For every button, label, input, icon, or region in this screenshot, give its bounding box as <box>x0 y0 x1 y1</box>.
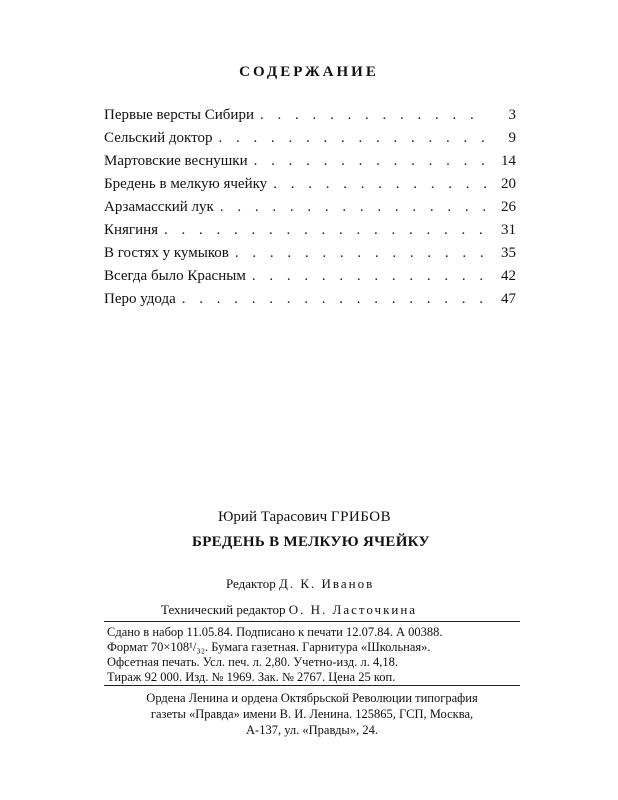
toc-entry-title: В гостях у кумыков <box>104 245 229 261</box>
toc-entry[interactable] <box>104 104 516 127</box>
toc-entry[interactable] <box>104 265 516 288</box>
toc-entry-page: 26 <box>501 199 516 215</box>
imprint-line: Формат 70×108¹/₃₂. Бумага газетная. Гарнитура «Школьная». <box>107 640 431 654</box>
printer-block <box>104 690 520 738</box>
toc-entry-title: Мартовские веснушки <box>104 153 248 169</box>
toc-entry[interactable] <box>104 288 516 311</box>
editor-label: Редактор <box>226 576 276 591</box>
dot-leader <box>254 150 486 173</box>
toc-entry[interactable] <box>104 127 516 150</box>
editor-line <box>226 576 374 592</box>
toc-entry-title: Перо удода <box>104 291 176 307</box>
toc-entry[interactable] <box>104 173 516 196</box>
toc-entry-page: 47 <box>501 291 516 307</box>
toc-entry[interactable] <box>104 150 516 173</box>
author-name: Юрий Тарасович <box>218 509 328 525</box>
toc-entry-page: 14 <box>501 153 516 169</box>
divider-top <box>104 621 520 622</box>
toc-entry-title: Арзамасский лук <box>104 199 214 215</box>
dot-leader <box>182 288 486 311</box>
dot-leader <box>220 196 486 219</box>
tech-editor-name: О. Н. Ласточкина <box>288 602 418 617</box>
imprint-line: Сдано в набор 11.05.84. Подписано к печати 12.07.84. А 00388. <box>107 625 443 639</box>
table-of-contents <box>104 104 516 311</box>
toc-entry-page: 42 <box>501 268 516 284</box>
toc-title: СОДЕРЖАНИЕ <box>239 64 379 80</box>
printer-line: Ордена Ленина и ордена Октябрьской Революции типография <box>146 691 478 705</box>
toc-entry[interactable] <box>104 242 516 265</box>
toc-entry-page: 3 <box>508 107 516 123</box>
imprint-line: Тираж 92 000. Изд. № 1969. Зак. № 2767. Цена 25 коп. <box>107 670 396 684</box>
author-surname: ГРИБОВ <box>330 509 392 525</box>
editor-name: Д. К. Иванов <box>278 576 375 591</box>
toc-entry-title: Сельский доктор <box>104 130 213 146</box>
dot-leader <box>252 265 486 288</box>
book-title: БРЕДЕНЬ В МЕЛКУЮ ЯЧЕЙКУ <box>192 534 430 550</box>
toc-entry-page: 31 <box>501 222 516 238</box>
toc-entry-title: Бредень в мелкую ячейку <box>104 176 268 192</box>
toc-entry-page: 35 <box>501 245 516 261</box>
divider-bottom <box>104 685 520 686</box>
dot-leader <box>219 127 486 150</box>
printer-line: газеты «Правда» имени В. И. Ленина. 125865, ГСП, Москва, <box>150 707 474 721</box>
dot-leader <box>260 104 486 127</box>
author-line <box>218 509 391 526</box>
toc-entry-title: Княгиня <box>104 222 159 238</box>
toc-entry-title: Всегда было Красным <box>104 268 246 284</box>
toc-entry-title: Первые версты Сибири <box>104 107 254 123</box>
toc-entry-page: 9 <box>508 130 516 146</box>
tech-editor-label: Технический редактор <box>161 602 286 617</box>
tech-editor-line <box>161 602 417 618</box>
imprint-line: Офсетная печать. Усл. печ. л. 2,80. Учетно-изд. л. 4,18. <box>107 655 399 669</box>
toc-entry[interactable] <box>104 219 516 242</box>
imprint-block <box>107 625 517 685</box>
dot-leader <box>273 173 486 196</box>
printer-line: А-137, ул. «Правды», 24. <box>246 723 378 737</box>
dot-leader <box>164 219 486 242</box>
toc-entry-page: 20 <box>501 176 516 192</box>
dot-leader <box>235 242 486 265</box>
toc-entry[interactable] <box>104 196 516 219</box>
